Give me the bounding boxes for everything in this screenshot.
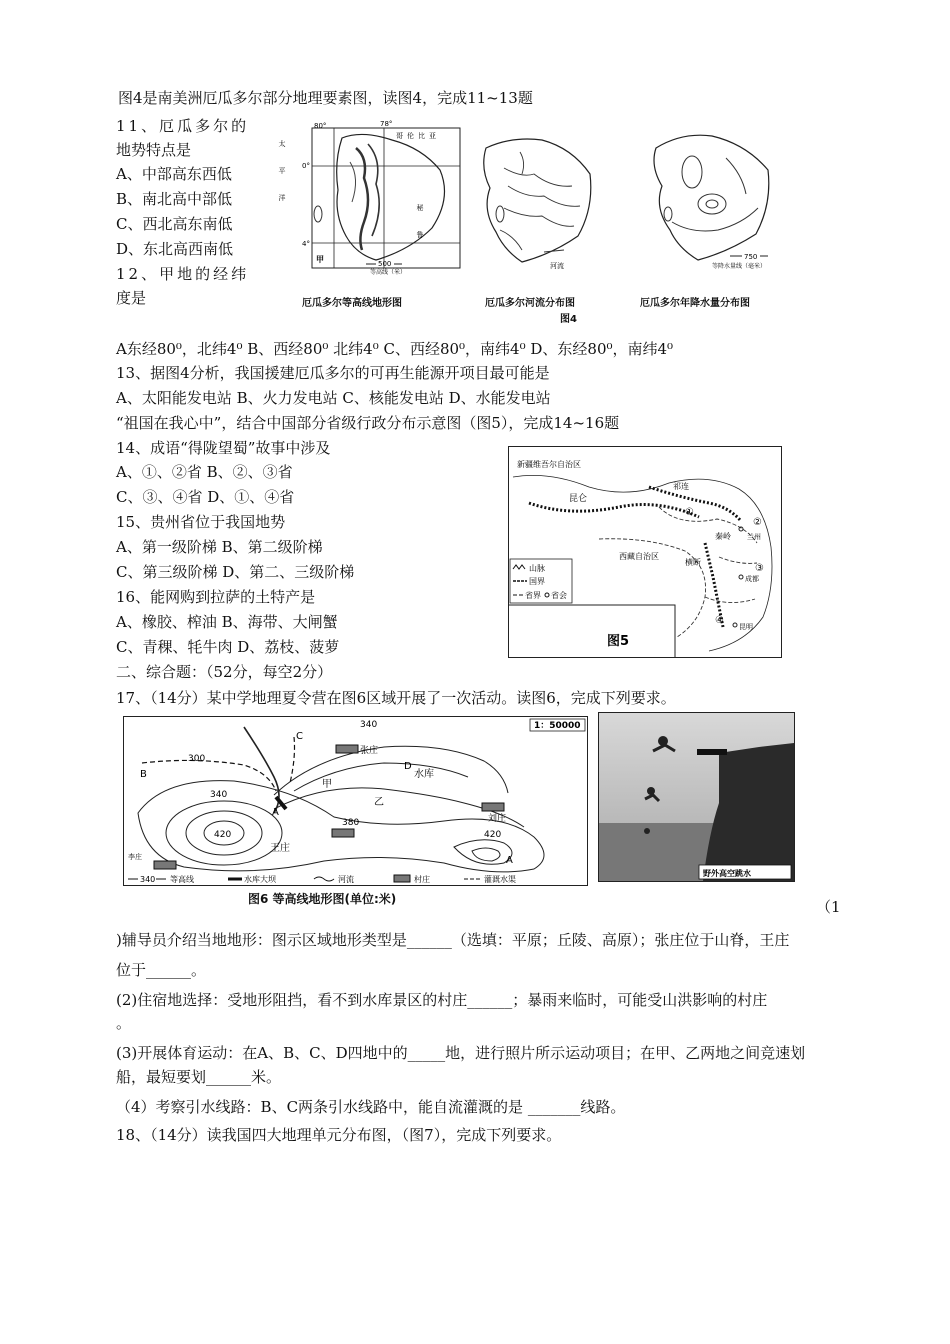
contour-map-ecuador — [278, 120, 460, 276]
figure-6-photo — [598, 712, 795, 882]
fig5-label-lanzhou: 兰州 — [747, 533, 761, 541]
fig6-village-liuzhuang: 刘庄 — [488, 814, 507, 824]
q15-options-a: A、第一级阶梯 B、第二级阶梯 — [116, 538, 323, 556]
fig6-contour-300: 300 — [188, 754, 206, 764]
fig6-point-b: B — [140, 769, 147, 780]
q13-stem: 13、据图4分析，我国援建厄瓜多尔的可再生能源开项目最可能是 — [116, 364, 550, 382]
q14-options-a: A、①、②省 B、②、③省 — [116, 463, 293, 481]
map1-label-colombia: 哥伦比亚 — [396, 132, 440, 140]
fig5-legend-capital: 省会 — [551, 591, 567, 600]
q11-stem-a: 11、厄瓜多尔的 — [116, 117, 250, 135]
fig5-legend-province: 省界 — [525, 591, 541, 600]
map1-caption: 厄瓜多尔等高线地形图 — [302, 298, 402, 309]
fig5-label-xizang: 西藏自治区 — [619, 552, 659, 561]
fig6-label-reservoir: 水库 — [414, 769, 434, 780]
q14-stem: 14、成语“得陇望蜀”故事中涉及 — [116, 439, 331, 457]
section-2-heading: 二、综合题：（52分，每空2分） — [116, 663, 333, 681]
fig5-marker-1: ① — [685, 507, 694, 518]
q16-options-a: A、橡胶、榨油 B、海带、大闸蟹 — [116, 613, 338, 631]
fig6-contour-340a: 340 — [360, 720, 378, 730]
fig5-marker-4: ④ — [715, 615, 724, 626]
figure-6-contour-map — [123, 716, 588, 886]
q17-4: （4）考察引水线路：B、C两条引水线路中，能自流灌溉的是 _______线路。 — [116, 1098, 626, 1116]
intro-fig4: 图4是南美洲厄瓜多尔部分地理要素图，读图4，完成11~13题 — [118, 89, 533, 107]
fig6-point-a-2: A — [506, 855, 513, 866]
q12-stem-b: 度是 — [116, 289, 147, 307]
fig6-village-zhangzhuang: 张庄 — [360, 746, 379, 756]
fig5-label-kunlun: 昆仑 — [569, 494, 588, 504]
map3-legend-text: 等降水量线（毫米） — [712, 263, 767, 270]
q13-options: A、太阳能发电站 B、火力发电站 C、核能发电站 D、水能发电站 — [116, 389, 551, 407]
q17-1-line-b: 位于______。 — [116, 961, 207, 979]
map1-label-ocean: 太平洋 — [278, 140, 286, 221]
q11-opt-d: D、东北高西南低 — [116, 240, 234, 258]
photo-caption: 野外高空跳水 — [703, 869, 751, 878]
q11-opt-b: B、南北高中部低 — [116, 190, 233, 208]
map3-legend-value: 750 — [744, 253, 758, 261]
map1-lat-0: 0° — [302, 162, 310, 170]
intro-fig5: “祖国在我心中”，结合中国部分省级行政分布示意图（图5），完成14~16题 — [116, 414, 620, 432]
fig6-legend-river: 河流 — [338, 875, 354, 884]
fig5-label-xinjiang: 新疆维吾尔自治区 — [517, 460, 581, 469]
fig6-legend-village: 村庄 — [414, 875, 430, 884]
q11-opt-c: C、西北高东南低 — [116, 215, 233, 233]
q11-opt-a: A、中部高东西低 — [116, 165, 232, 183]
map1-label-peru: 秘鲁 — [416, 204, 424, 258]
map3-caption: 厄瓜多尔年降水量分布图 — [640, 298, 750, 309]
q17-3-line-b: 船，最短要划______米。 — [116, 1068, 282, 1086]
fig5-label-qinling: 秦岭 — [715, 532, 731, 541]
fig5-legend-mountain: 山脉 — [529, 564, 545, 573]
q17-intro: 17、（14分）某中学地理夏令营在图6区域开展了一次活动。读图6，完成下列要求。 — [116, 689, 676, 707]
fig5-label-kunming: 昆明 — [739, 623, 753, 631]
fig6-legend-canal: 灌溉水渠 — [484, 875, 516, 884]
fig6-point-a: A — [272, 807, 279, 818]
q14-options-b: C、③、④省 D、①、④省 — [116, 488, 295, 506]
q16-options-b: C、青稞、牦牛肉 D、荔枝、菠萝 — [116, 638, 340, 656]
fig6-village-lizhuang: 李庄 — [128, 853, 142, 861]
q17-1-line-a: )辅导员介绍当地地形：图示区域地形类型是______（选填：平原；丘陵、高原）；张庄位于山脊，王庄 — [116, 931, 790, 949]
q12-options: A东经80⁰，北纬4⁰ B、西经80⁰ 北纬4⁰ C、西经80⁰，南纬4⁰ D、东经80⁰，南纬4⁰ — [116, 340, 674, 358]
fig6-village-wangzhuang: 王庄 — [270, 843, 290, 854]
fig6-scale: 1：50000 — [534, 721, 581, 731]
fig6-point-jia: 甲 — [322, 779, 332, 790]
q15-stem: 15、贵州省位于我国地势 — [116, 513, 286, 531]
q15-options-b: C、第三级阶梯 D、第二、三级阶梯 — [116, 563, 355, 581]
map1-lat-4: 4° — [302, 240, 310, 248]
map1-legend-text: 等高线（米） — [370, 269, 407, 276]
q17-3-line-a: (3)开展体育运动：在A、B、C、D四地中的_____地，进行照片所示运动项目；在甲、乙两地之间竞速划 — [116, 1044, 806, 1062]
q11-stem-b: 地势特点是 — [116, 141, 192, 159]
fig5-legend-border: 国界 — [529, 577, 545, 586]
q12-stem-a: 12、甲地的经纬 — [116, 265, 250, 283]
map2-legend-river: 河流 — [550, 262, 564, 270]
fig5-marker-2: ② — [753, 517, 762, 528]
q17-2-line-a: (2)住宿地选择：受地形阻挡，看不到水库景区的村庄______；暴雨来临时，可能受山洪影响的村庄 — [116, 991, 768, 1009]
fig6-legend-contour: 等高线 — [170, 875, 194, 884]
fig6-point-c: C — [296, 731, 303, 742]
fig6-point-d: D — [404, 761, 412, 772]
figure-4-caption: 图4 — [560, 314, 577, 325]
q17-2-line-b: 。 — [116, 1014, 132, 1032]
fig6-contour-420b: 420 — [484, 830, 502, 840]
fig6-contour-420a: 420 — [214, 830, 232, 840]
fig5-caption: 图5 — [607, 634, 630, 649]
fig5-label-qilian: 祁连 — [673, 482, 689, 491]
map1-lon-80: 80° — [314, 122, 327, 130]
fig6-legend-dam: 水库大坝 — [244, 875, 276, 884]
fig5-label-hengduan: 横断 — [685, 558, 701, 567]
figure-6-caption: 图6 等高线地形图(单位:米) — [248, 892, 397, 906]
river-map-ecuador — [484, 139, 591, 270]
map1-point-jia: 甲 — [316, 255, 324, 264]
precipitation-map-ecuador — [654, 135, 769, 270]
q17-1-number: （1 — [816, 898, 841, 916]
fig6-legend-contour-value: 340 — [140, 875, 156, 884]
fig5-marker-3: ③ — [755, 563, 764, 574]
fig5-label-chengdu: 成都 — [745, 575, 759, 583]
fig6-contour-380: 380 — [342, 818, 360, 828]
fig6-contour-340b: 340 — [210, 790, 228, 800]
figure-5 — [508, 446, 782, 658]
map1-lon-78: 78° — [380, 120, 393, 128]
map1-legend-value: 500 — [378, 260, 392, 268]
q16-stem: 16、能网购到拉萨的土特产是 — [116, 588, 316, 606]
q18-intro: 18、（14分）读我国四大地理单元分布图，（图7），完成下列要求。 — [116, 1126, 562, 1144]
map2-caption: 厄瓜多尔河流分布图 — [485, 298, 575, 309]
fig6-point-yi: 乙 — [374, 797, 384, 808]
